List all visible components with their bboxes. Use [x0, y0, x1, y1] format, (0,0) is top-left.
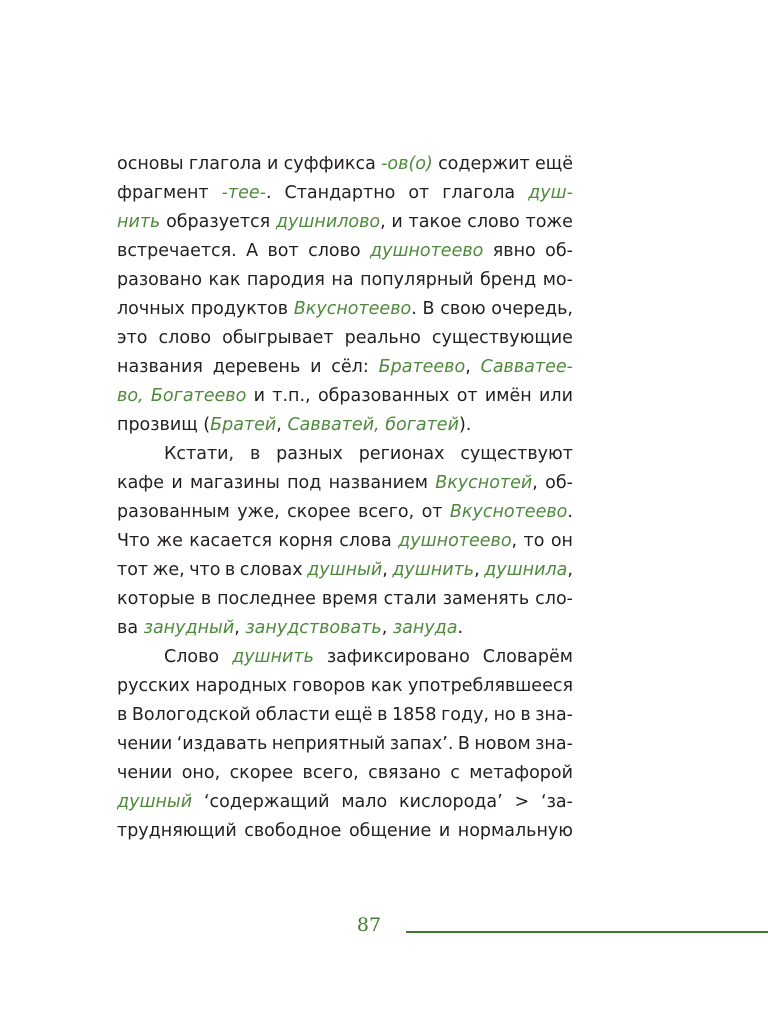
word: которые — [117, 589, 195, 609]
word: разных — [276, 444, 343, 464]
word: т.п., — [272, 386, 311, 406]
word: Стандартно — [284, 183, 396, 203]
word: разованным — [117, 502, 230, 522]
word: в — [117, 705, 128, 725]
text-line — [117, 498, 573, 527]
word: чении — [117, 763, 173, 783]
word: 1858 — [392, 705, 437, 725]
word: как — [208, 270, 241, 290]
highlighted-word: Вкуснотеево. — [449, 502, 573, 522]
word: свою — [440, 299, 486, 319]
highlighted-word: -ов(о) — [381, 154, 433, 174]
text-line — [117, 382, 573, 411]
word: суффикса — [283, 154, 376, 174]
highlighted-word: душнила, — [484, 560, 573, 580]
word: пародия — [246, 270, 325, 290]
word: названием — [328, 473, 428, 493]
text-line — [117, 353, 573, 382]
word: неприятный — [271, 734, 386, 754]
word: от — [408, 183, 430, 203]
text-line — [117, 469, 573, 498]
highlighted-word: душнить — [232, 647, 314, 667]
word: деревень — [212, 357, 301, 377]
word: скорее — [287, 502, 351, 522]
word: на — [331, 270, 354, 290]
text-line — [117, 324, 573, 353]
word: явно — [492, 241, 536, 261]
highlighted-word: душный — [117, 792, 193, 812]
word: же, — [152, 560, 185, 580]
text-line — [117, 730, 573, 759]
word: в — [200, 589, 212, 609]
word: общение — [348, 821, 432, 841]
word: ‘за- — [541, 792, 573, 812]
word: существующие — [431, 328, 573, 348]
word: или — [539, 386, 573, 406]
word: имён — [484, 386, 532, 406]
word: вот — [267, 241, 299, 261]
word: заменять — [442, 589, 530, 609]
highlighted-word: душнить, — [392, 560, 480, 580]
footer-rule — [406, 931, 768, 933]
word: и — [253, 386, 265, 406]
highlighted-word: Богатеево — [150, 386, 247, 406]
word: оно, — [181, 763, 221, 783]
word: зна- — [535, 705, 573, 725]
word: регионах — [358, 444, 445, 464]
highlighted-word: Вкуснотеево. — [293, 299, 417, 319]
word: кислорода’ — [399, 792, 503, 812]
word: В — [422, 299, 435, 319]
word: слово — [308, 241, 361, 261]
word: новом — [474, 734, 531, 754]
word: Слово — [164, 647, 220, 667]
text-line — [117, 817, 573, 846]
word: нормальную — [457, 821, 573, 841]
word: об- — [545, 473, 573, 493]
word: содержит — [438, 154, 530, 174]
word: запах’. — [389, 734, 454, 754]
highlighted-word: нить — [117, 212, 161, 232]
word: фрагмент — [117, 183, 209, 203]
text-fragment: Савватей, богатей — [287, 415, 459, 435]
word: от — [456, 386, 478, 406]
word: и — [391, 212, 403, 232]
text-fragment: Братей — [210, 415, 277, 435]
word: тоже — [525, 212, 573, 232]
text-fragment: , — [276, 415, 288, 435]
word: то — [523, 531, 545, 551]
word: от — [421, 502, 443, 522]
word: трудняющий — [117, 821, 237, 841]
word: Вологодской — [131, 705, 251, 725]
highlighted-word: Братеево, — [378, 357, 471, 377]
word: такое — [408, 212, 462, 232]
word: образованных — [317, 386, 450, 406]
word: говоров — [292, 676, 366, 696]
text-line — [117, 179, 573, 208]
word: сло- — [535, 589, 573, 609]
word: глагола — [188, 154, 262, 174]
word: ещё — [534, 154, 573, 174]
word: в — [520, 705, 531, 725]
word: под — [287, 473, 322, 493]
word: слова — [339, 531, 392, 551]
word: и — [171, 473, 183, 493]
word: народных — [195, 676, 288, 696]
highlighted-word: душнилово, — [275, 212, 386, 232]
word: В — [457, 734, 470, 754]
word: касается — [189, 531, 273, 551]
word: названия — [117, 357, 203, 377]
word: ва — [117, 618, 139, 638]
word: сёл: — [331, 357, 369, 377]
word: глагола — [442, 183, 516, 203]
text-line — [117, 759, 573, 788]
word: Что — [117, 531, 150, 551]
word: Словарём — [482, 647, 573, 667]
page-number: 87 — [356, 914, 382, 936]
word: слово — [158, 328, 212, 348]
word: популярный — [360, 270, 474, 290]
word: связано — [368, 763, 441, 783]
highlighted-word: душный, — [307, 560, 388, 580]
word: ‘издавать — [176, 734, 268, 754]
highlighted-word: душ- — [528, 183, 573, 203]
word: мало — [341, 792, 388, 812]
word: реально — [344, 328, 421, 348]
highlighted-word: Вкуснотей, — [435, 473, 538, 493]
word: и — [438, 821, 451, 841]
word: русских — [117, 676, 191, 696]
text-line — [117, 237, 573, 266]
body-text — [117, 150, 573, 846]
word: Кстати, — [164, 444, 235, 464]
word: корня — [278, 531, 333, 551]
text-line — [117, 527, 573, 556]
text-line — [117, 208, 573, 237]
text-line — [117, 585, 573, 614]
highlighted-word: во, — [117, 386, 144, 406]
word — [117, 411, 471, 440]
word: зна- — [535, 734, 573, 754]
highlighted-word: -тее-. — [221, 183, 272, 203]
word: уже, — [237, 502, 280, 522]
word: основы — [117, 154, 184, 174]
word: и — [267, 154, 279, 174]
highlighted-word: Савватее- — [480, 357, 573, 377]
word: ‘содержащий — [203, 792, 330, 812]
word: он — [550, 531, 573, 551]
word: бренд — [479, 270, 537, 290]
word: последнее — [217, 589, 316, 609]
text-line — [117, 295, 573, 324]
word: время — [321, 589, 378, 609]
word: году, — [441, 705, 490, 725]
word: чении — [117, 734, 173, 754]
word: же — [156, 531, 183, 551]
word: с — [450, 763, 460, 783]
word: как — [370, 676, 403, 696]
text-line — [117, 614, 573, 643]
text-line — [117, 672, 573, 701]
word: зафиксировано — [326, 647, 470, 667]
word: и — [310, 357, 322, 377]
word: > — [514, 792, 530, 812]
word: словах — [239, 560, 303, 580]
text-fragment: прозвищ ( — [117, 415, 211, 435]
word: стали — [383, 589, 437, 609]
word: но — [493, 705, 516, 725]
highlighted-word: душнотеево, — [398, 531, 518, 551]
word: обыгрывает — [222, 328, 334, 348]
word: в — [377, 705, 388, 725]
text-line — [117, 411, 573, 440]
text-line — [117, 701, 573, 730]
text-line — [117, 643, 573, 672]
word: области — [255, 705, 330, 725]
word: что — [189, 560, 221, 580]
text-line — [117, 788, 573, 817]
highlighted-word: занудствовать, — [245, 618, 388, 638]
word: тот — [117, 560, 149, 580]
word: об- — [545, 241, 573, 261]
word: употреблявшееся — [407, 676, 573, 696]
word: всего, — [302, 763, 359, 783]
word: лочных — [117, 299, 185, 319]
word: встречается. — [117, 241, 237, 261]
word: в — [249, 444, 261, 464]
word: свободное — [244, 821, 342, 841]
word: существуют — [460, 444, 573, 464]
word: магазины — [190, 473, 280, 493]
text-line — [117, 440, 573, 469]
word: мо- — [542, 270, 573, 290]
word: А — [246, 241, 259, 261]
word: разовано — [117, 270, 203, 290]
word: ещё — [334, 705, 373, 725]
highlighted-word: зануда. — [392, 618, 464, 638]
word: метафорой — [469, 763, 573, 783]
word: скорее — [229, 763, 294, 783]
highlighted-word: занудный, — [143, 618, 240, 638]
text-line — [117, 556, 573, 585]
highlighted-word: душнотеево — [370, 241, 484, 261]
word: очередь, — [491, 299, 573, 319]
word: всего, — [358, 502, 415, 522]
word: продуктов — [190, 299, 289, 319]
text-fragment: ). — [458, 415, 472, 435]
word: образуется — [166, 212, 271, 232]
text-line — [117, 150, 573, 179]
word: это — [117, 328, 148, 348]
text-line — [117, 266, 573, 295]
word: кафе — [117, 473, 165, 493]
word: в — [224, 560, 236, 580]
word: слово — [467, 212, 520, 232]
